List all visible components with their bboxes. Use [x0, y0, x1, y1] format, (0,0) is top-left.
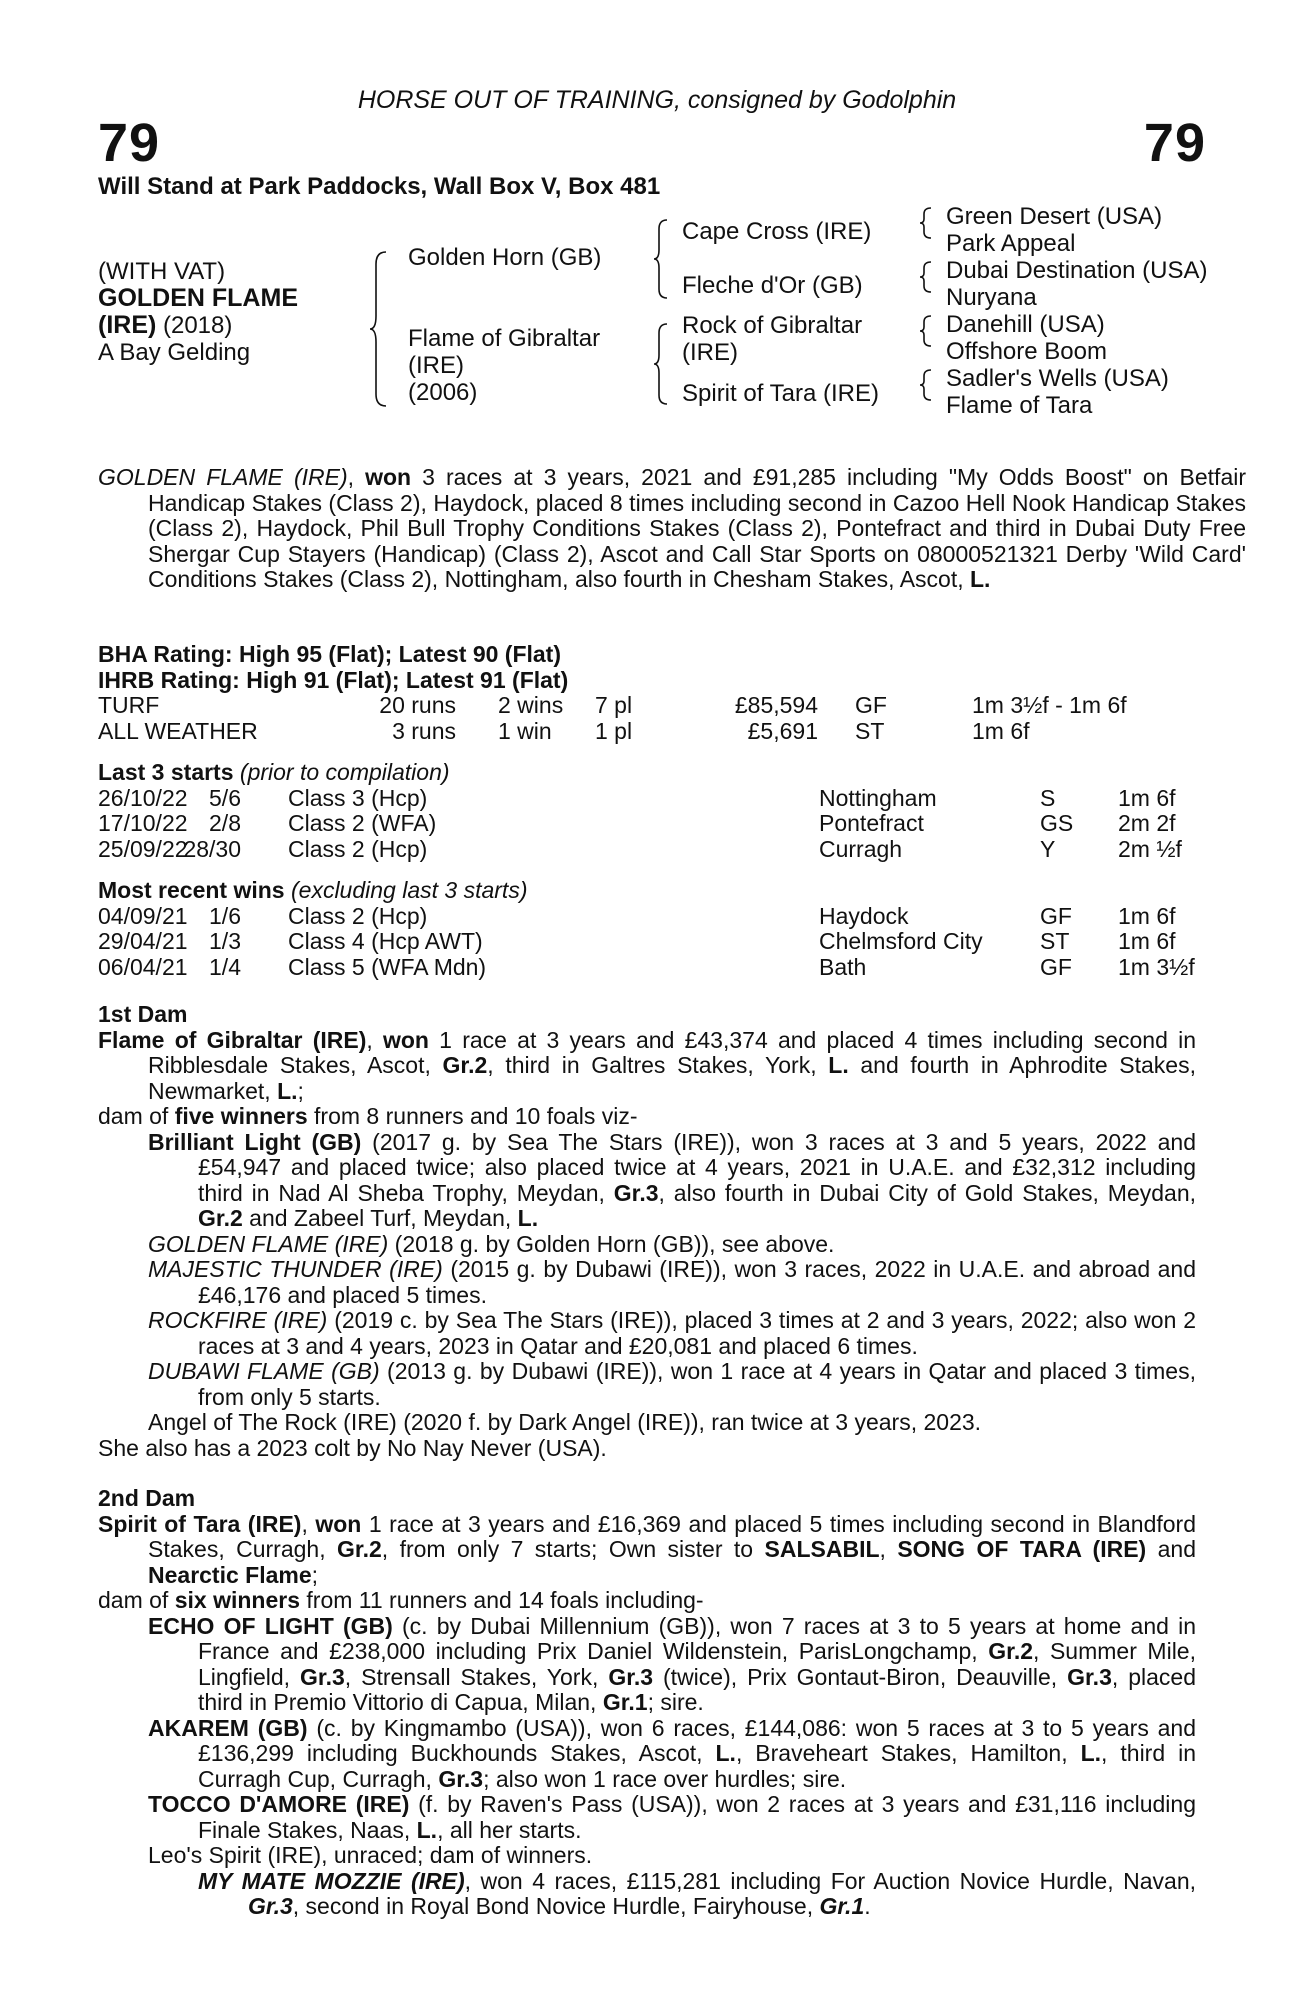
dam1-text: , third in Galtres Stakes, York,: [487, 1052, 829, 1078]
run-going: GF: [1040, 953, 1072, 980]
ancestor-g8: Flame of Tara: [946, 392, 1093, 419]
produce-text: and Zabeel Turf, Meydan,: [242, 1205, 518, 1231]
run-class: Class 2 (Hcp): [288, 835, 428, 862]
lot-number-right: 79: [1143, 113, 1206, 173]
run-course: Pontefract: [819, 810, 924, 836]
sire-dam: Fleche d'Or (GB): [682, 272, 863, 299]
grade-label: Gr.3: [1067, 1663, 1112, 1690]
sibling-name: SALSABIL: [764, 1536, 880, 1562]
most-recent-wins: [98, 878, 1196, 980]
sire: Golden Horn (GB): [408, 244, 602, 271]
ancestor-g1: Green Desert (USA): [946, 203, 1163, 230]
second-dam-produce-summary: [98, 1588, 1196, 1614]
produce-text: (2018 g. by Golden Horn (GB)), see above.: [388, 1230, 835, 1257]
summary-listed: L.: [970, 566, 991, 592]
winners-count: five winners: [174, 1103, 308, 1129]
stat-wins: 2 wins: [498, 692, 564, 718]
lot-number-left: 79: [98, 113, 161, 173]
summary-won: won: [365, 464, 412, 490]
ancestors-gen3-d: [946, 365, 1169, 419]
produce-text: , second in Royal Bond Novice Hurdle, Fairyhouse,: [292, 1893, 820, 1919]
produce-name: GOLDEN FLAME (IRE): [148, 1230, 389, 1257]
run-going: GF: [1040, 902, 1072, 929]
produce-entry: Angel of The Rock (IRE) (2020 f. by Dark Angel (IRE)), ran twice at 3 years, 2023.: [148, 1409, 982, 1435]
grade-label: Gr.2: [198, 1205, 243, 1231]
race-summary: GOLDEN FLAME (IRE), won 3 races at 3 years, 2021 and £91,285 including "My Odds Boost" on Betfair Handicap Stakes (Class 2), Haydock, placed 8 times including second in Cazoo Hell Nook Handicap Stakes (Class 2), Haydock, Phil Bull Trophy Conditions Stakes (Class 2), Pontefract and third in Dubai Duty Free Shergar Cup Stayers (Handicap) (Class 2), Ascot and Call Star Sports on 08000521321 Derby 'Wild Card' Conditions Stakes (Class 2), Nottingham, also fourth in Chesham Stakes, Ascot, L.: [98, 464, 1247, 592]
ancestor-g4: Nuryana: [946, 284, 1037, 311]
grade-label: Gr.3: [248, 1893, 293, 1919]
grade-label: Gr.3: [608, 1663, 654, 1690]
bha-rating: BHA Rating: High 95 (Flat); Latest 90 (Flat): [98, 641, 561, 667]
first-dam-produce-summary: [98, 1104, 1196, 1130]
stat-placed: 7 pl: [595, 692, 633, 718]
produce-name: ROCKFIRE (IRE): [148, 1307, 328, 1333]
run-date: 26/10/22: [98, 784, 188, 811]
run-class: Class 2 (Hcp): [288, 902, 428, 929]
produce-text: (2013 g. by Dubawi (IRE)), won 1 race at 4 years in Qatar and placed 3 times, from only 5 starts.: [198, 1358, 1196, 1410]
horse-year: (2018): [156, 312, 233, 339]
brace-sire: [652, 218, 670, 300]
produce-name: MAJESTIC THUNDER (IRE): [148, 1256, 443, 1282]
horse-origin: [98, 312, 298, 339]
dam-line2: (IRE): [408, 352, 464, 379]
run-class: Class 2 (WFA): [288, 810, 437, 836]
stat-wins: 1 win: [498, 717, 552, 744]
last3-row: [98, 837, 1196, 863]
grade-label: Gr.2: [337, 1536, 382, 1562]
produce-entry: [98, 1792, 1196, 1843]
ratings-block: [98, 642, 1196, 744]
run-date: 06/04/21: [98, 953, 188, 980]
run-going: S: [1040, 784, 1056, 811]
run-going: Y: [1040, 835, 1056, 862]
sibling-name: SONG OF TARA (IRE): [897, 1536, 1147, 1562]
produce-text: (twice), Prix Gontaut-Biron, Deauville,: [653, 1663, 1068, 1690]
last-3-starts: [98, 760, 1196, 862]
listed-label: L.: [828, 1052, 849, 1078]
run-course: Nottingham: [819, 784, 937, 811]
dam2-text: ;: [311, 1561, 319, 1588]
first-dam-heading: 1st Dam: [98, 1001, 188, 1027]
stats-row-aw: [98, 719, 1196, 745]
last3-heading: [98, 760, 1196, 786]
dam-line1: Flame of Gibraltar: [408, 325, 601, 352]
stat-surface: TURF: [98, 692, 160, 718]
last3-row: [98, 786, 1196, 812]
brace-g4: [918, 368, 934, 402]
produce-text: , all her starts.: [437, 1816, 582, 1843]
produce-text: (c. by Kingmambo (USA)), won 6 races, £144,086: won 5 races at 3 to 5 years and £136,299 including Buckhounds Stakes, Ascot,: [198, 1714, 1196, 1766]
first-dam-section: [98, 1002, 1196, 1461]
brace-dam: [652, 322, 670, 406]
recent-heading: [98, 878, 1196, 904]
ancestor-g3: Dubai Destination (USA): [946, 257, 1208, 284]
second-dam-heading: 2nd Dam: [98, 1485, 196, 1511]
run-course: Chelmsford City: [819, 928, 983, 954]
grade-label: Gr.3: [438, 1765, 484, 1792]
run-position: 28/30: [183, 835, 241, 862]
run-class: Class 5 (WFA Mdn): [288, 953, 487, 980]
run-going: ST: [1040, 928, 1070, 954]
grade-label: Gr.1: [602, 1689, 648, 1715]
horse-name: GOLDEN FLAME: [98, 284, 298, 312]
produce-text: , won 4 races, £115,281 including For Auction Novice Hurdle, Navan,: [464, 1867, 1196, 1894]
last3-note: (prior to compilation): [233, 759, 450, 785]
listed-label: L.: [517, 1205, 539, 1231]
dam1-text: 1 race at 3 years and £43,374 and placed 4 times including second in Ribblesdale Stakes, Ascot,: [148, 1026, 1196, 1078]
recent-row: [98, 904, 1196, 930]
stat-placed: 1 pl: [595, 717, 633, 744]
grade-label: Gr.3: [300, 1663, 345, 1690]
run-course: Bath: [819, 953, 867, 980]
produce-text: , also fourth in Dubai City of Gold Stakes, Meydan,: [658, 1179, 1196, 1206]
produce-text: ; also won 1 race over hurdles; sire.: [483, 1765, 847, 1792]
first-dam-also: She also has a 2023 colt by No Nay Never (USA).: [98, 1434, 607, 1461]
run-class: Class 3 (Hcp): [288, 784, 428, 811]
produce-name: Brilliant Light (GB): [148, 1128, 362, 1155]
last3-row: [98, 811, 1196, 837]
run-date: 25/09/22: [98, 835, 188, 862]
dam-sire-line1: Rock of Gibraltar: [682, 312, 863, 339]
sire-sire: Cape Cross (IRE): [682, 218, 872, 245]
recent-row: [98, 929, 1196, 955]
dam2-won: won: [315, 1510, 362, 1537]
consignment-title: HORSE OUT OF TRAINING, consigned by Godolphin: [357, 86, 957, 114]
summary-text: 3 races at 3 years, 2021 and £91,285 including "My Odds Boost" on Betfair Handicap Stakes (Class 2), Haydock, placed 8 times including second in Cazoo Hell Nook Handicap Stakes (Class 2), Haydock, Phil Bull Trophy Conditions Stakes (Class 2), Pontefract and third in Dubai Duty Free Shergar Cup Stayers (Handicap) (Class 2), Ascot and Call Star Sports on 08000521321 Derby 'Wild Card' Conditions Stakes (Class 2), Nottingham, also fourth in Chesham Stakes, Ascot,: [148, 464, 1247, 592]
run-position: 1/6: [209, 902, 241, 929]
stat-distance: 1m 3½f - 1m 6f: [972, 692, 1127, 718]
horse-description: A Bay Gelding: [98, 339, 251, 366]
produce-text: , third in Curragh Cup, Curragh,: [198, 1740, 1196, 1792]
produce-text: (c. by Dubai Millennium (GB)), won 7 races at 3 to 5 years at home and in France and £238,000 including Prix Daniel Wildenstein, ParisLongchamp,: [198, 1612, 1196, 1664]
last3-title: Last 3 starts: [98, 759, 234, 785]
brace-g2: [918, 260, 934, 294]
dam2-text: , from only 7 starts; Own sister to: [381, 1536, 765, 1562]
dam-dam: Spirit of Tara (IRE): [682, 380, 879, 407]
produce-entry: [98, 1716, 1196, 1793]
dam2-text: ,: [879, 1536, 898, 1562]
dam2-text: and: [1146, 1536, 1197, 1562]
dam-sire: [682, 312, 862, 366]
grade-label: Gr.2: [442, 1052, 488, 1078]
winners-count: six winners: [174, 1587, 300, 1613]
brace-g1: [918, 206, 934, 240]
stats-row-turf: [98, 693, 1196, 719]
produce-text: .: [864, 1893, 871, 1919]
run-date: 04/09/21: [98, 902, 188, 929]
produce-entry: [98, 1130, 1196, 1232]
ancestors-gen3-c: [946, 311, 1107, 365]
horse-country: (IRE): [98, 311, 157, 339]
produce-text: , Braveheart Stakes, Hamilton,: [735, 1740, 1081, 1766]
grandproduce-entry: [98, 1869, 1196, 1920]
produce-text: , Strensall Stakes, York,: [344, 1663, 609, 1690]
run-distance: 1m 6f: [1118, 784, 1176, 811]
dam1-text: and fourth in Aphrodite Stakes, Newmarket,: [148, 1052, 1196, 1104]
ancestor-g5: Danehill (USA): [946, 311, 1105, 338]
dam1-name: Flame of Gibraltar (IRE): [98, 1026, 367, 1053]
produce-entry: [98, 1359, 1196, 1410]
dam: [408, 325, 600, 406]
listed-label: L.: [277, 1077, 298, 1104]
brace-g3: [918, 314, 934, 348]
stat-surface: ALL WEATHER: [98, 717, 258, 744]
first-dam-record: Flame of Gibraltar (IRE), won 1 race at 3 years and £43,374 and placed 4 times including second in Ribblesdale Stakes, Ascot, Gr.2, third in Galtres Stakes, York, L. and fourth in Aphrodite Stakes, Newmarket, L.;: [98, 1026, 1196, 1104]
produce-text: (f. by Raven's Pass (USA)), won 2 races at 3 years and £31,116 including Finale Stakes, Naas,: [198, 1791, 1196, 1843]
ancestor-g6: Offshore Boom: [946, 338, 1107, 365]
produce-entry: [98, 1232, 1196, 1258]
ancestor-g2: Park Appeal: [946, 230, 1076, 257]
stat-distance: 1m 6f: [972, 717, 1030, 744]
run-distance: 2m ½f: [1118, 835, 1182, 862]
stand-location: Will Stand at Park Paddocks, Wall Box V, Box 481: [98, 173, 661, 200]
produce-entry: [98, 1257, 1196, 1308]
stat-runs: 3 runs: [392, 717, 456, 744]
vat-note: (WITH VAT): [98, 258, 226, 285]
produce-text: , Summer Mile, Lingfield,: [198, 1638, 1196, 1690]
run-date: 17/10/22: [98, 810, 188, 836]
grade-label: Gr.3: [613, 1179, 659, 1206]
stat-going: ST: [855, 717, 885, 744]
produce-summary-text: from 11 runners and 14 foals including-: [300, 1587, 704, 1613]
second-dam-record: Spirit of Tara (IRE), won 1 race at 3 years and £16,369 and placed 5 times including second in Blandford Stakes, Curragh, Gr.2, from only 7 starts; Own sister to SALSABIL, SONG OF TARA (IRE) and Nearctic Flame;: [98, 1510, 1197, 1588]
run-position: 2/8: [209, 810, 241, 836]
stat-prize: £85,594: [734, 692, 818, 718]
listed-label: L.: [715, 1740, 736, 1766]
recent-note: (excluding last 3 starts): [284, 877, 528, 903]
dam-of-label: dam of: [98, 1103, 175, 1129]
run-position: 5/6: [209, 784, 241, 811]
run-distance: 1m 3½f: [1118, 953, 1195, 980]
run-position: 1/3: [209, 928, 241, 954]
produce-entry: Leo's Spirit (IRE), unraced; dam of winners.: [148, 1842, 593, 1868]
horse-identity: [98, 258, 298, 366]
sibling-name: Nearctic Flame: [148, 1561, 312, 1588]
dam1-won: won: [382, 1026, 429, 1053]
ancestor-g7: Sadler's Wells (USA): [946, 365, 1169, 392]
dam-of-label: dam of: [98, 1587, 175, 1613]
stat-runs: 20 runs: [379, 692, 456, 718]
dam2-text: 1 race at 3 years and £16,369 and placed 5 times including second in Blandford Stakes, Curragh,: [148, 1510, 1196, 1562]
produce-name: AKAREM (GB): [148, 1714, 308, 1741]
grade-label: Gr.1: [819, 1893, 865, 1919]
produce-name: TOCCO D'AMORE (IRE): [148, 1791, 410, 1817]
dam-sire-line2: (IRE): [682, 339, 738, 366]
produce-name: DUBAWI FLAME (GB): [148, 1358, 380, 1384]
dam2-name: Spirit of Tara (IRE): [98, 1510, 302, 1537]
ihrb-rating: IHRB Rating: High 91 (Flat); Latest 91 (Flat): [98, 666, 569, 693]
ancestors-gen3-a: [946, 203, 1162, 257]
run-distance: 2m 2f: [1118, 810, 1176, 836]
listed-label: L.: [1080, 1740, 1102, 1766]
produce-text: (2019 c. by Sea The Stars (IRE)), placed 3 times at 2 and 3 years, 2022; also won 2 races at 3 and 4 years, 2023 in Qatar and £20,081 and placed 6 times.: [198, 1307, 1197, 1359]
run-course: Curragh: [819, 835, 903, 862]
produce-name: ECHO OF LIGHT (GB): [148, 1612, 393, 1639]
produce-text: (2017 g. by Sea The Stars (IRE)), won 3 races at 3 and 5 years, 2022 and £54,947 and placed twice; also placed twice at 4 years, 2021 in U.A.E. and £32,312 including third in Nad Al Sheba Trophy, Meydan,: [198, 1128, 1197, 1206]
grade-label: Gr.2: [988, 1638, 1034, 1664]
produce-entry: [98, 1614, 1196, 1716]
produce-text: (2015 g. by Dubawi (IRE)), won 3 races, 2022 in U.A.E. and abroad and £46,176 and placed 5 times.: [198, 1256, 1196, 1308]
produce-name: MY MATE MOZZIE (IRE): [198, 1867, 465, 1894]
run-class: Class 4 (Hcp AWT): [288, 928, 483, 954]
recent-title: Most recent wins: [98, 877, 285, 903]
ancestors-gen3-b: [946, 257, 1207, 311]
brace-gen1: [368, 250, 390, 408]
run-date: 29/04/21: [98, 928, 188, 954]
produce-text: ; sire.: [647, 1689, 704, 1715]
run-distance: 1m 6f: [1118, 928, 1176, 954]
dam1-text: ;: [297, 1077, 304, 1104]
run-distance: 1m 6f: [1118, 902, 1176, 929]
run-course: Haydock: [819, 902, 909, 929]
produce-summary-text: from 8 runners and 10 foals viz-: [307, 1103, 638, 1129]
stat-going: GF: [855, 692, 887, 718]
dam-line3: (2006): [408, 379, 478, 406]
listed-label: L.: [416, 1816, 438, 1843]
produce-entry: [98, 1308, 1196, 1359]
run-position: 1/4: [209, 953, 241, 980]
produce-text: , placed third in Premio Vittorio di Capua, Milan,: [198, 1663, 1196, 1715]
run-going: GS: [1040, 810, 1074, 836]
recent-row: [98, 955, 1196, 981]
second-dam-section: [98, 1486, 1196, 1920]
summary-horse-name: GOLDEN FLAME (IRE): [98, 464, 348, 490]
stat-prize: £5,691: [747, 717, 818, 744]
